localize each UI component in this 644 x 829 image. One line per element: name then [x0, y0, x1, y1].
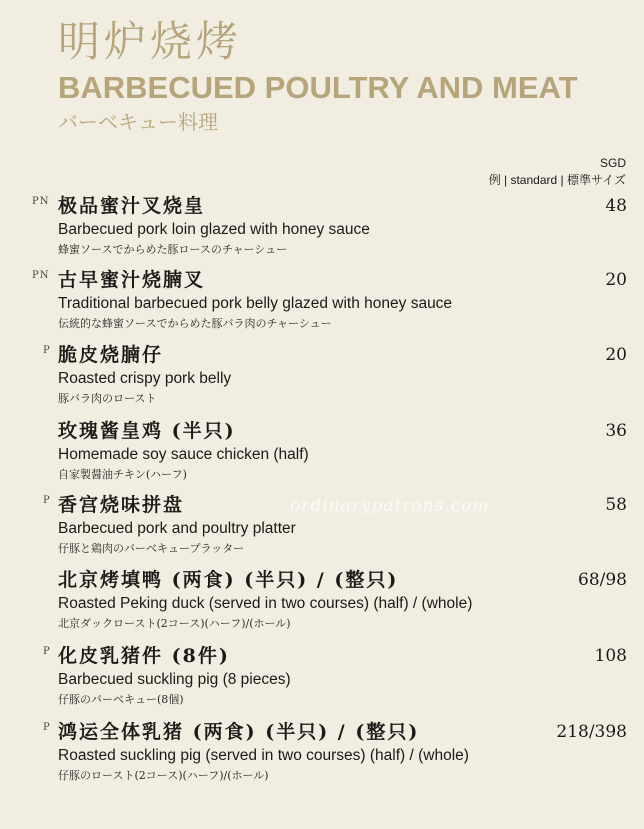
- item-name-chinese: 玫瑰酱皇鸡 (半只): [58, 420, 236, 442]
- dietary-tag: P: [43, 495, 51, 506]
- currency-label: SGD: [599, 156, 626, 170]
- section-title-english: BARBECUED POULTRY AND MEAT: [58, 70, 578, 105]
- item-name-japanese: 仔豚のバーベキュー(8個): [58, 693, 184, 706]
- item-price: 48: [605, 196, 627, 216]
- item-price: 58: [605, 495, 627, 515]
- item-price: 36: [605, 421, 627, 441]
- dietary-tag: P: [43, 722, 51, 733]
- item-name-japanese: 自家製醤油チキン(ハーフ): [58, 468, 187, 481]
- item-name-chinese: 古早蜜汁烧腩叉: [58, 269, 206, 291]
- item-name-chinese: 极品蜜汁叉烧皇: [58, 195, 206, 217]
- item-name-japanese: 仔豚と鶏肉のバーベキュープラッター: [58, 542, 245, 555]
- item-name-english: Roasted crispy pork belly: [58, 370, 232, 387]
- item-name-chinese: 脆皮烧腩仔: [58, 344, 164, 366]
- item-name-english: Homemade soy sauce chicken (half): [58, 446, 309, 463]
- dietary-tag: P: [43, 345, 51, 356]
- item-price: 108: [594, 646, 627, 666]
- section-title-chinese: 明炉烧烤: [58, 17, 243, 66]
- item-name-chinese: 北京烤填鸭 (两食) (半只) / (整只): [58, 569, 399, 591]
- dietary-tag: PN: [32, 196, 50, 207]
- watermark-text: ordinarypatrons.com: [290, 496, 490, 516]
- item-name-chinese: 鸿运全体乳猪 (两食) (半只) / (整只): [58, 721, 420, 743]
- item-name-japanese: 豚バラ肉のロースト: [58, 392, 157, 405]
- item-name-japanese: 蜂蜜ソースでからめた豚ロースのチャーシュー: [58, 243, 288, 256]
- item-name-english: Barbecued pork and poultry platter: [58, 520, 296, 537]
- item-price: 68/98: [578, 570, 627, 590]
- item-name-japanese: 仔豚のロースト(2コース)(ハーフ)/(ホール): [58, 769, 269, 782]
- item-price: 20: [605, 345, 627, 365]
- item-name-english: Barbecued pork loin glazed with honey sauce: [58, 221, 370, 238]
- item-price: 20: [605, 270, 627, 290]
- size-column-header: 例 | standard | 標準サイズ: [488, 173, 626, 187]
- item-name-japanese: 伝統的な蜂蜜ソースでからめた豚バラ肉のチャーシュー: [58, 317, 332, 330]
- item-name-chinese: 香宫烧味拼盘: [58, 494, 185, 516]
- dietary-tag: PN: [32, 270, 50, 281]
- dietary-tag: P: [43, 646, 51, 657]
- item-name-chinese: 化皮乳猪件 (8件): [58, 645, 230, 667]
- item-price: 218/398: [556, 722, 627, 742]
- item-name-english: Traditional barbecued pork belly glazed with honey sauce: [58, 295, 453, 312]
- item-name-english: Barbecued suckling pig (8 pieces): [58, 671, 291, 688]
- item-name-english: Roasted suckling pig (served in two courses) (half) / (whole): [58, 747, 469, 764]
- item-name-japanese: 北京ダックロースト(2コース)(ハーフ)/(ホール): [58, 617, 291, 630]
- section-title-japanese: バーベキュー料理: [58, 110, 218, 134]
- item-name-english: Roasted Peking duck (served in two courses) (half) / (whole): [58, 595, 473, 612]
